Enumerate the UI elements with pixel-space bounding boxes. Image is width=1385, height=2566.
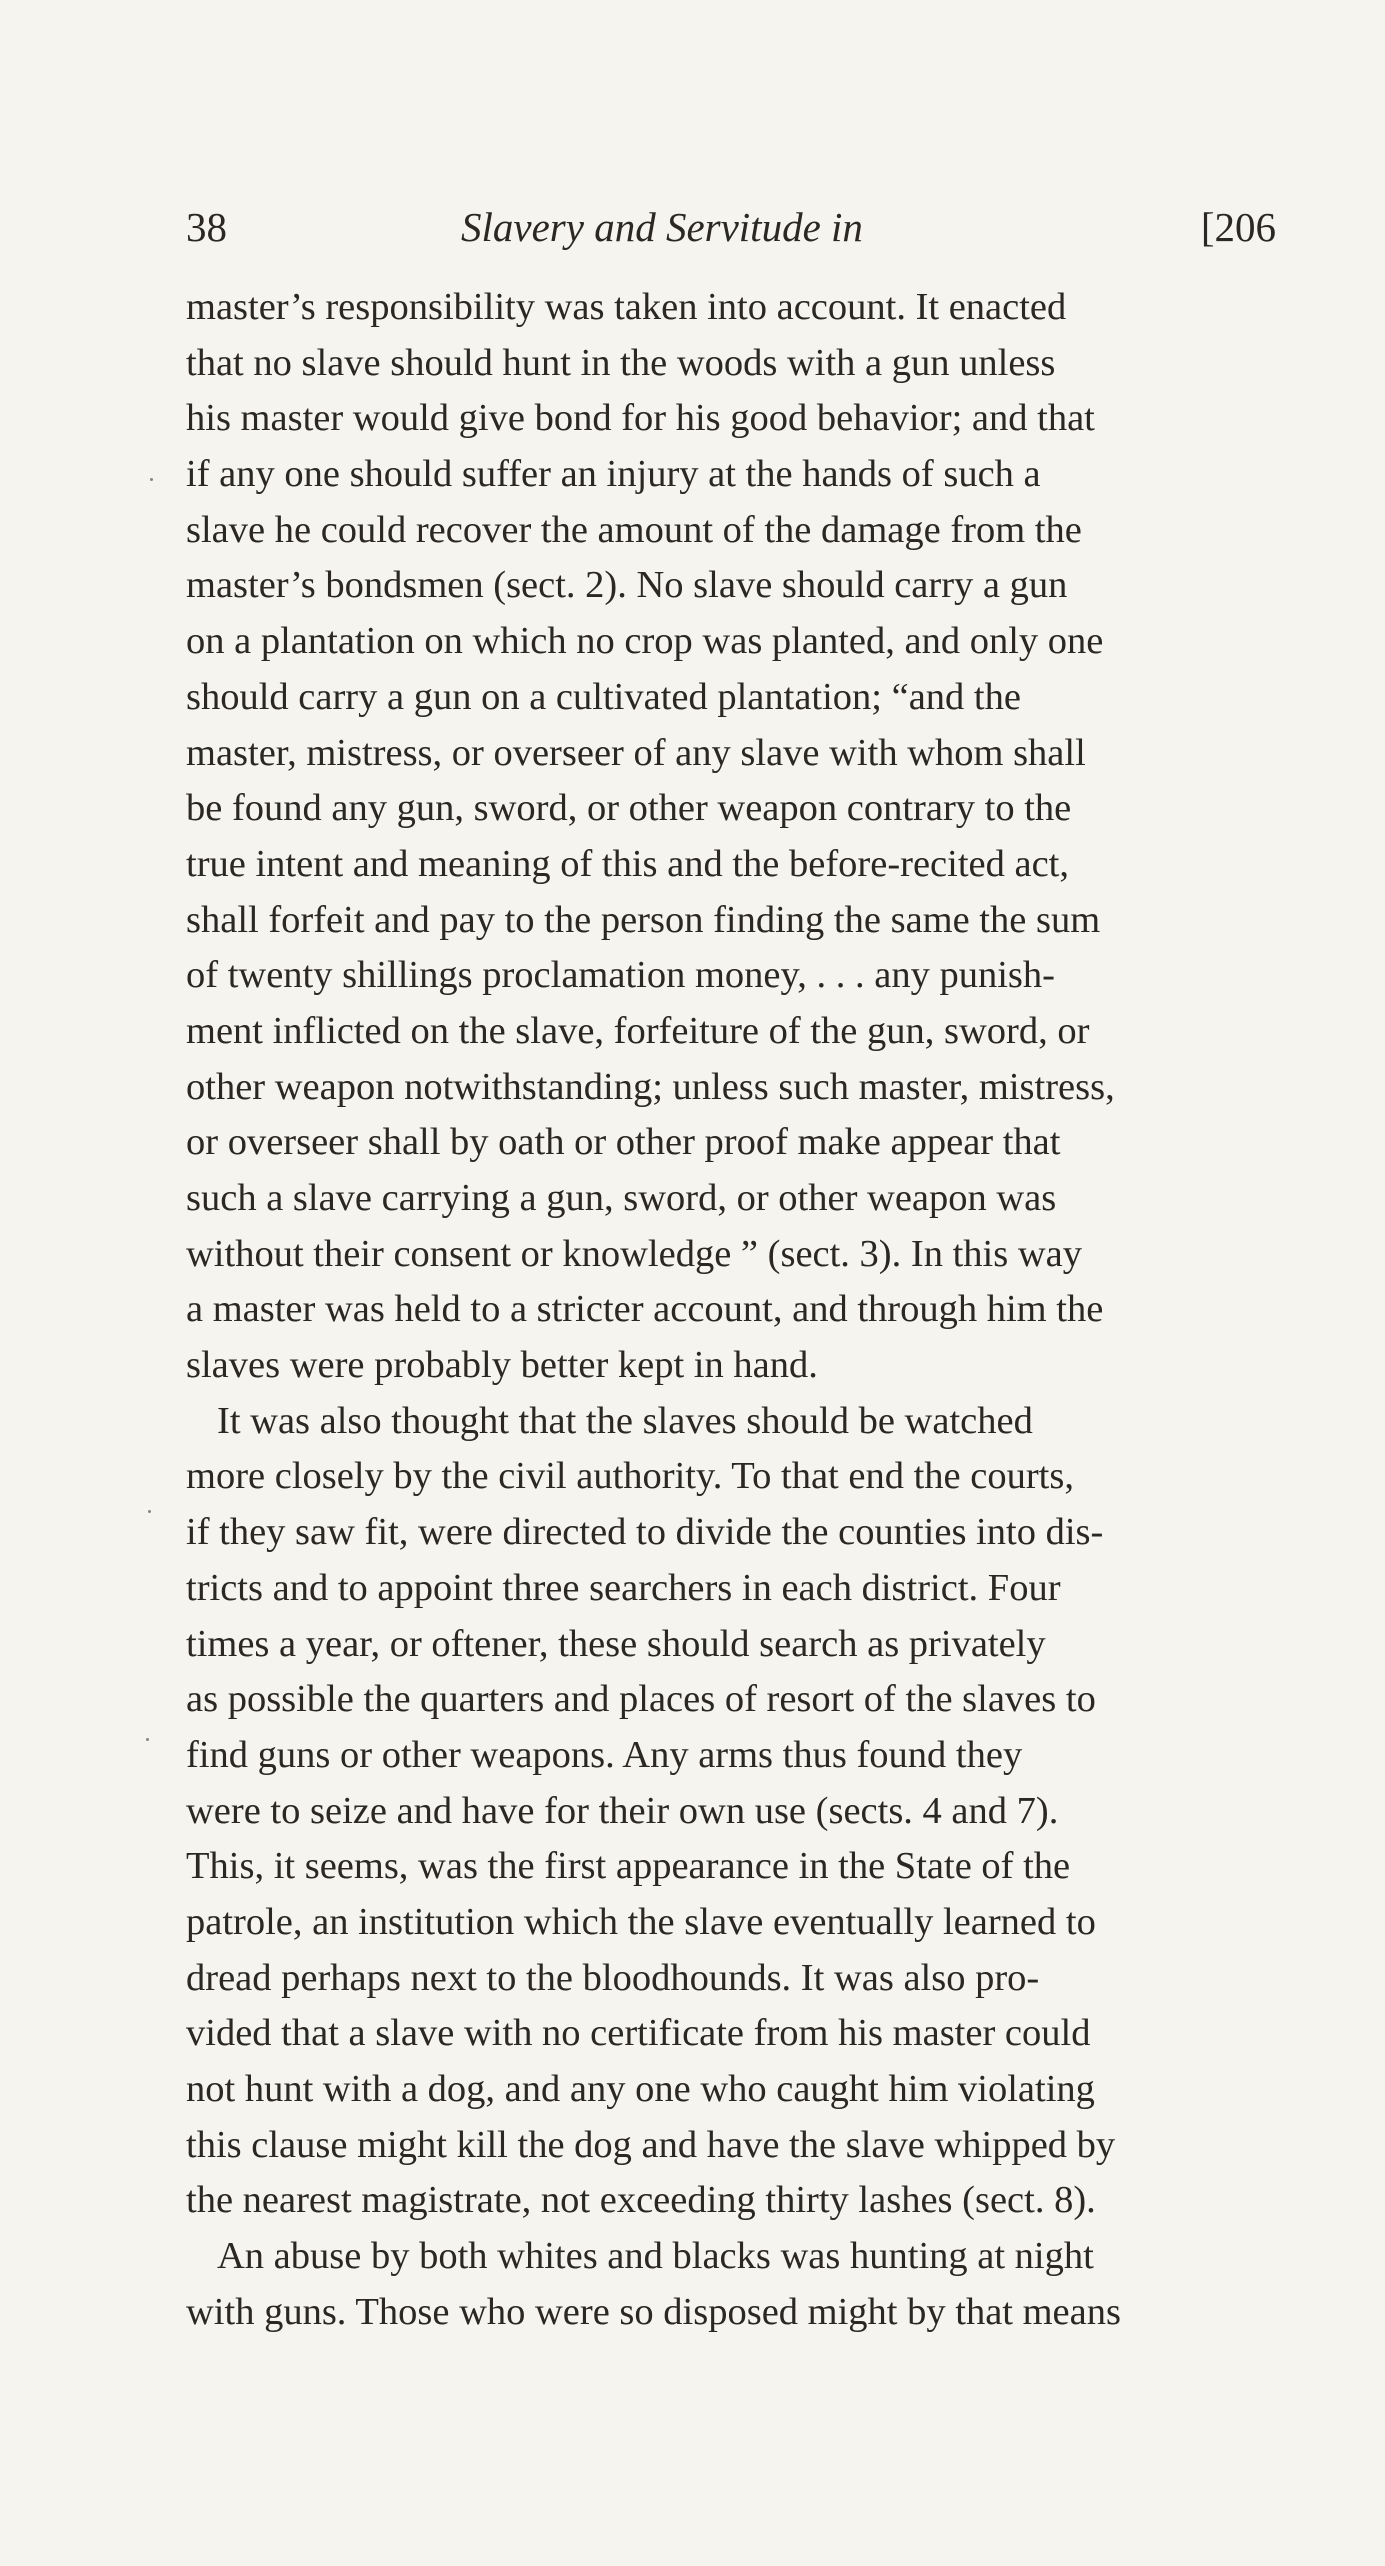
text-line: his master would give bond for his good behavior; and that	[186, 397, 1095, 440]
text-line: tricts and to appoint three searchers in each district. Four	[186, 1566, 1061, 1609]
text-line: find guns or other weapons. Any arms thus found they	[186, 1733, 1023, 1776]
paragraph-first-line: It was also thought that the slaves should be watched	[217, 1399, 1033, 1442]
text-line: master’s responsibility was taken into account. It enacted	[186, 286, 1067, 328]
text-line: master’s bondsmen (sect. 2). No slave should carry a gun	[186, 564, 1068, 607]
running-title: Slavery and Servitude in	[461, 204, 863, 250]
text-line: master, mistress, or overseer of any slave with whom shall	[186, 731, 1086, 774]
text-line: as possible the quarters and places of resort of the slaves to	[186, 1678, 1096, 1721]
text-line: slaves were probably better kept in hand.	[186, 1344, 818, 1387]
text-line: the nearest magistrate, not exceeding thirty lashes (sect. 8).	[186, 2179, 1096, 2222]
text-line: true intent and meaning of this and the before-recited act,	[186, 842, 1069, 885]
text-line: not hunt with a dog, and any one who caught him violating	[186, 2068, 1095, 2110]
text-line: times a year, or oftener, these should search as privately	[186, 1622, 1046, 1665]
text-line: this clause might kill the dog and have the slave whipped by	[186, 2123, 1116, 2166]
text-line: a master was held to a stricter account, and through him the	[186, 1288, 1104, 1331]
text-line: dread perhaps next to the bloodhounds. It was also pro-	[186, 1956, 1040, 1999]
text-line: slave he could recover the amount of the damage from the	[186, 508, 1082, 551]
running-head	[186, 202, 1276, 252]
text-line: that no slave should hunt in the woods with a gun unless	[186, 341, 1056, 384]
text-line: vided that a slave with no certificate from his master could	[186, 2012, 1091, 2055]
text-line: patrole, an institution which the slave eventually learned to	[186, 1900, 1096, 1943]
paper-fleck	[146, 1738, 149, 1741]
text-line: with guns. Those who were so disposed might by that means	[186, 2290, 1121, 2333]
text-line: shall forfeit and pay to the person finding the same the sum	[186, 898, 1101, 941]
text-line: if they saw fit, were directed to divide the counties into dis-	[186, 1511, 1104, 1554]
text-line: This, it seems, was the first appearance in the State of the	[186, 1845, 1071, 1888]
text-line: of twenty shillings proclamation money, . . . any punish-	[186, 954, 1055, 997]
text-line: if any one should suffer an injury at the hands of such a	[186, 453, 1041, 496]
paper-fleck	[148, 1510, 151, 1513]
text-line: such a slave carrying a gun, sword, or other weapon was	[186, 1177, 1057, 1219]
paragraph-first-line: An abuse by both whites and blacks was hunting at night	[217, 2235, 1094, 2278]
text-line: more closely by the civil authority. To that end the courts,	[186, 1455, 1074, 1498]
text-line: should carry a gun on a cultivated plantation; “and the	[186, 675, 1021, 718]
text-line: or overseer shall by oath or other proof make appear that	[186, 1121, 1061, 1164]
text-line: without their consent or knowledge ” (sect. 3). In this way	[186, 1232, 1082, 1275]
text-line: were to seize and have for their own use (sects. 4 and 7).	[186, 1789, 1059, 1832]
page-number: 38	[186, 204, 227, 250]
text-line: on a plantation on which no crop was planted, and only one	[186, 620, 1104, 663]
text-line: ment inflicted on the slave, forfeiture of the gun, sword, or	[186, 1009, 1090, 1052]
text-line: other weapon notwithstanding; unless such master, mistress,	[186, 1065, 1115, 1108]
text-line: be found any gun, sword, or other weapon contrary to the	[186, 787, 1072, 830]
paper-fleck	[150, 478, 153, 481]
body-text	[186, 280, 1296, 2340]
section-mark: [206	[1200, 204, 1276, 250]
